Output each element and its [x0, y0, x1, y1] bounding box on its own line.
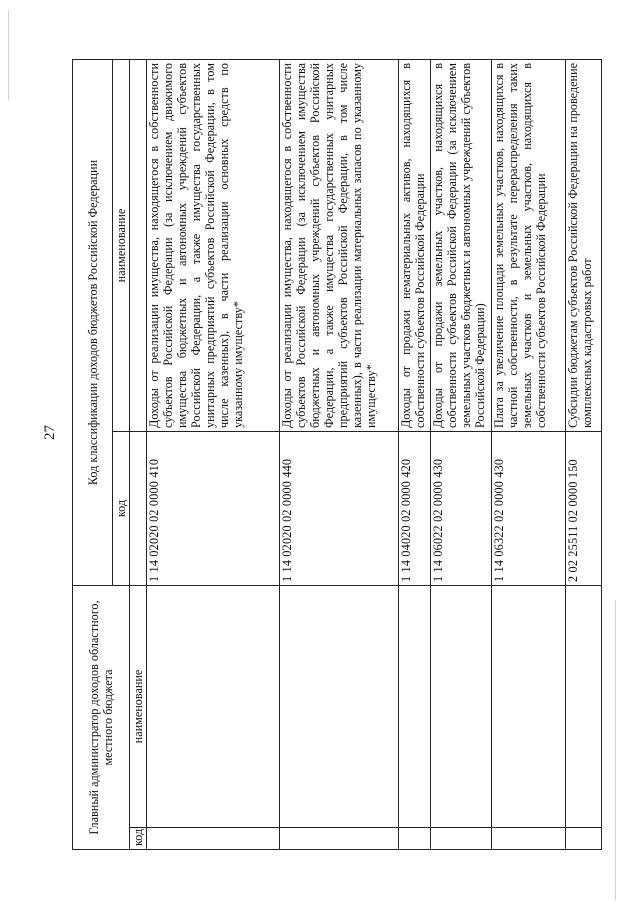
blank-cell [130, 60, 147, 432]
table-row [491, 60, 565, 850]
admin-code-cell [398, 828, 430, 850]
admin-code-cell [430, 828, 491, 850]
code-cell: 1 14 02020 02 0000 440 [280, 432, 398, 586]
blank-cell [130, 432, 147, 586]
code-cell: 2 02 25511 02 0000 150 [565, 432, 601, 586]
code-cell: 1 14 06322 02 0000 430 [491, 432, 565, 586]
name-cell: Субсидии бюджетам субъектов Российской Федерации на проведение комплексных кадастровых работ [565, 60, 601, 432]
admin-code-cell [280, 828, 398, 850]
rotated-table-frame [72, 60, 602, 850]
admin-name-cell [491, 586, 565, 828]
admin-code-cell [491, 828, 565, 850]
admin-name-cell [398, 586, 430, 828]
code-cell: 1 14 04020 02 0000 420 [398, 432, 430, 586]
table-row [430, 60, 491, 850]
page-number: 27 [42, 425, 58, 440]
admin-code-cell [565, 828, 601, 850]
admin-name-cell [565, 586, 601, 828]
name-cell: Доходы от продажи нематериальных активов, находящихся в собственности субъектов Российской Федерации [398, 60, 430, 432]
admin-code-cell [147, 828, 280, 850]
name-cell: Плата за увеличение площади земельных участков, находящихся в частной собственности, в результате перераспределения таких земельных участков и земельных участков, находящихся в собственности субъектов Российской Федерации [491, 60, 565, 432]
left-scan-edge [8, 10, 9, 100]
revenue-classification-table [72, 59, 602, 850]
right-scan-edge [615, 600, 616, 900]
name-cell: Доходы от реализации имущества, находящегося в собственности субъектов Российской Федерации (за исключением имущества бюджетных и автономных учреждений субъектов Российской Федерации, а также имущества государственных унитарных предприятий субъектов Российской Федерации, в том числе казенных), в части реализации материальных запасов по указанному имуществу* [280, 60, 398, 432]
header-name: наименование [113, 60, 130, 432]
code-cell: 1 14 06022 02 0000 430 [430, 432, 491, 586]
code-cell: 1 14 02020 02 0000 410 [147, 432, 280, 586]
header-admin-code: код [130, 828, 147, 850]
table-row [280, 60, 398, 850]
admin-name-cell [430, 586, 491, 828]
header-main-admin: Главный администратор доходов областного, местного бюджета [73, 586, 130, 850]
header-admin-name: наименование [130, 586, 147, 828]
name-cell: Доходы от реализации имущества, находящегося в собственности субъектов Российской Федерации (за исключением движимого имущества бюджетных и автономных учреждений субъектов Российской Федерации, а также имущества государственных унитарных предприятий субъектов Российской Федерации, в том числе казенных), в части реализации основных средств по указанному имуществу* [147, 60, 280, 432]
header-code: код [113, 432, 130, 586]
table-row [147, 60, 280, 850]
admin-name-cell [280, 586, 398, 828]
admin-name-cell [147, 586, 280, 828]
header-classification: Код классификации доходов бюджетов Российской Федерации [73, 60, 113, 586]
table-row [398, 60, 430, 850]
table-row [565, 60, 601, 850]
name-cell: Доходы от продажи земельных участков, находящихся в собственности субъектов Российской Федерации (за исключением земельных участков бюджетных и автономных учреждений субъектов Российской Федерации) [430, 60, 491, 432]
